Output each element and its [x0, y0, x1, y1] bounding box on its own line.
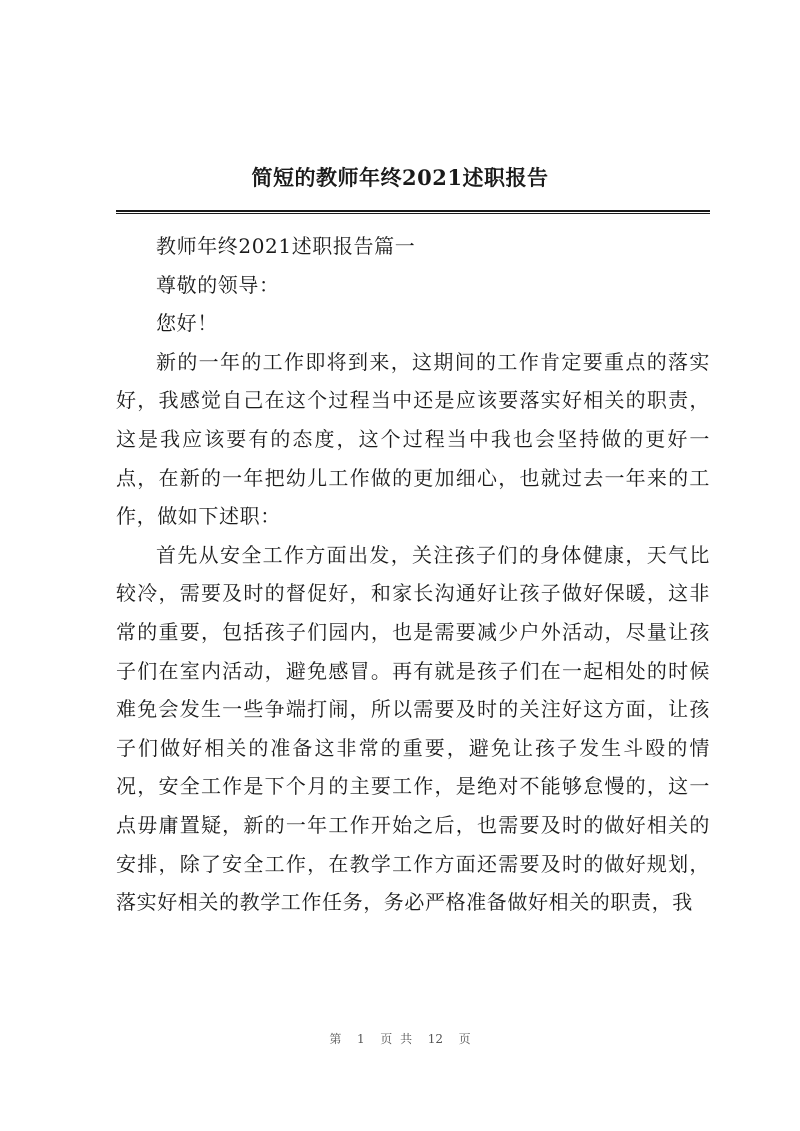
page-number-footer: 第 1 页 共 12 页: [329, 1032, 471, 1046]
section-heading: 教师年终2021述职报告篇一: [156, 234, 416, 258]
body-paragraph-safety: 首先从安全工作方面出发，关注孩子们的身体健康，天气比较冷，需要及时的督促好，和家长沟通好让孩子做好保暖，这非常的重要，包括孩子们园内，也是需要减少户外活动，尽量让孩子们在室内活动，避免感冒。再有就是孩子们在一起相处的时候难免会发生一些争端打闹，所以需要及时的关注好这方面，让孩子们做好相关的准备这非常的重要，避免让孩子发生斗殴的情况，安全工作是下个月的主要工作，是绝对不能够怠慢的，这一点毋庸置疑，新的一年工作开始之后，也需要及时的做好相关的安排，除了安全工作，在教学工作方面还需要及时的做好规划，落实好相关的教学工作任务，务必严格准备做好相关的职责，我: [116, 542, 710, 915]
greeting: 您好！: [156, 311, 218, 336]
salutation: 尊敬的领导：: [156, 272, 280, 297]
body-paragraph-intro: 新的一年的工作即将到来，这期间的工作肯定要重点的落实好，我感觉自己在这个过程当中还是应该要落实好相关的职责，这是我应该要有的态度，这个过程当中我也会坚持做的更好一点，在新的一年把幼儿工作做的更加细心，也就过去一年来的工作，做如下述职：: [116, 349, 710, 529]
document-title: 简短的教师年终2021述职报告: [251, 165, 549, 190]
title-divider: [116, 210, 710, 212]
document-body: [116, 227, 710, 922]
